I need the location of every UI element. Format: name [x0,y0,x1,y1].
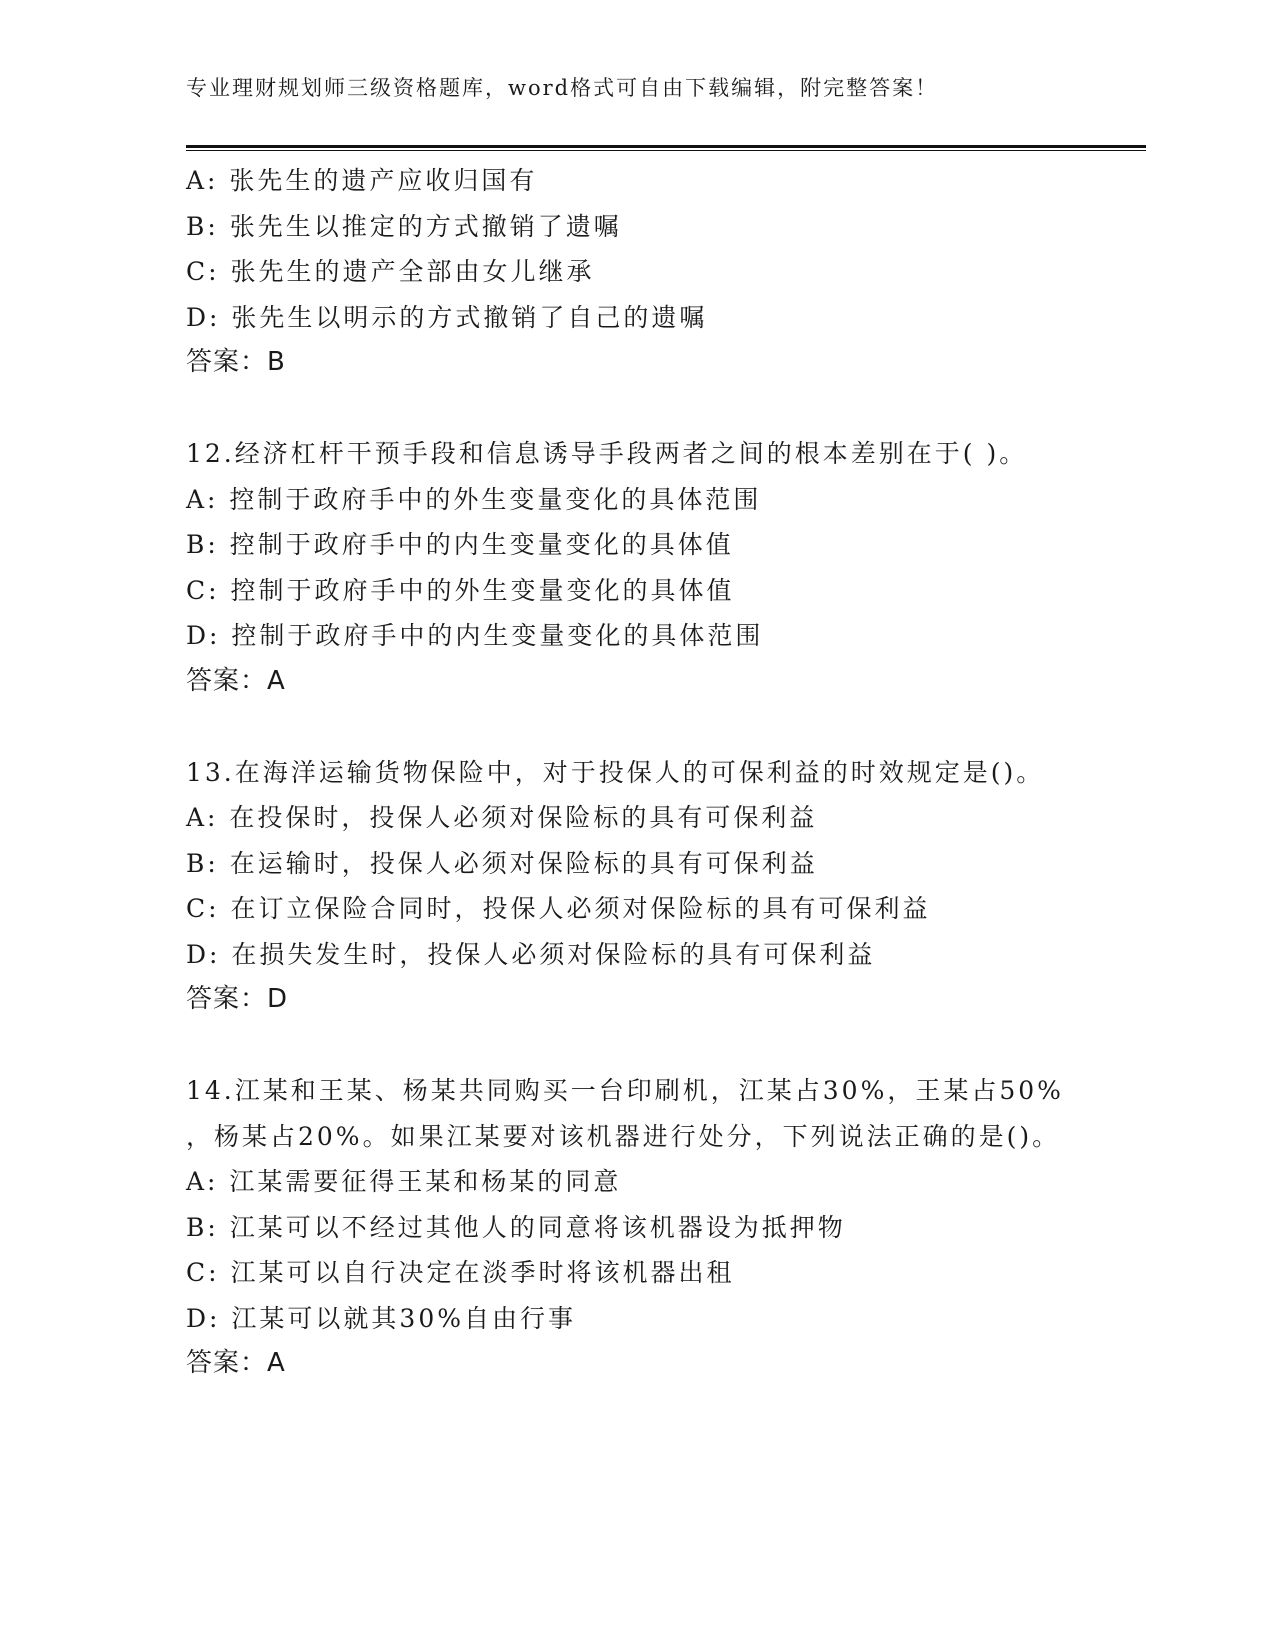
spacer [186,386,1146,432]
option-d: D: 在损失发生时，投保人必须对保险标的具有可保利益 [186,939,876,969]
spacer [186,704,1146,750]
option-b: B: 控制于政府手中的内生变量变化的具体值 [186,530,734,559]
answer: 答案：D [186,984,289,1014]
option-a: A: 张先生的遗产应收归国有 [186,166,538,195]
question-stem: 13.在海洋运输货物保险中，对于投保人的可保利益的时效规定是()。 [186,757,1045,787]
question-stem-continued: ，杨某占20%。如果江某要对该机器进行处分，下列说法正确的是()。 [186,1121,1061,1151]
question-list [186,158,1146,1387]
option-c: C: 在订立保险合同时，投保人必须对保险标的具有可保利益 [186,894,931,923]
header-divider [186,145,1146,151]
spacer [186,1023,1146,1069]
option-b: B: 在运输时，投保人必须对保险标的具有可保利益 [186,848,818,878]
option-d: D: 江某可以就其30%自由行事 [186,1303,576,1333]
answer: 答案：A [186,665,286,696]
answer: 答案：A [186,1348,286,1378]
option-c: C: 控制于政府手中的外生变量变化的具体值 [186,575,735,605]
question-12 [186,431,1146,704]
option-a: A: 控制于政府手中的外生变量变化的具体范围 [186,484,762,514]
question-13 [186,750,1146,1023]
page-header: 专业理财规划师三级资格题库，word格式可自由下载编辑，附完整答案！ [186,76,939,100]
question-11 [186,158,1146,386]
question-14 [186,1068,1146,1387]
option-c: C: 江某可以自行决定在淡季时将该机器出租 [186,1258,735,1287]
option-b: B: 张先生以推定的方式撤销了遗嘱 [186,211,622,241]
answer: 答案：B [186,347,286,377]
question-stem: 14.江某和王某、杨某共同购买一台印刷机，江某占30%，王某占50% [186,1076,1064,1105]
option-d: D: 控制于政府手中的内生变量变化的具体范围 [186,621,764,650]
option-d: D: 张先生以明示的方式撤销了自己的遗嘱 [186,302,708,332]
option-b: B: 江某可以不经过其他人的同意将该机器设为抵押物 [186,1212,846,1242]
question-stem: 12.经济杠杆干预手段和信息诱导手段两者之间的根本差别在于( )。 [186,439,1028,468]
option-a: A: 江某需要征得王某和杨某的同意 [186,1167,622,1196]
option-a: A: 在投保时，投保人必须对保险标的具有可保利益 [186,803,818,832]
option-c: C: 张先生的遗产全部由女儿继承 [186,257,595,286]
